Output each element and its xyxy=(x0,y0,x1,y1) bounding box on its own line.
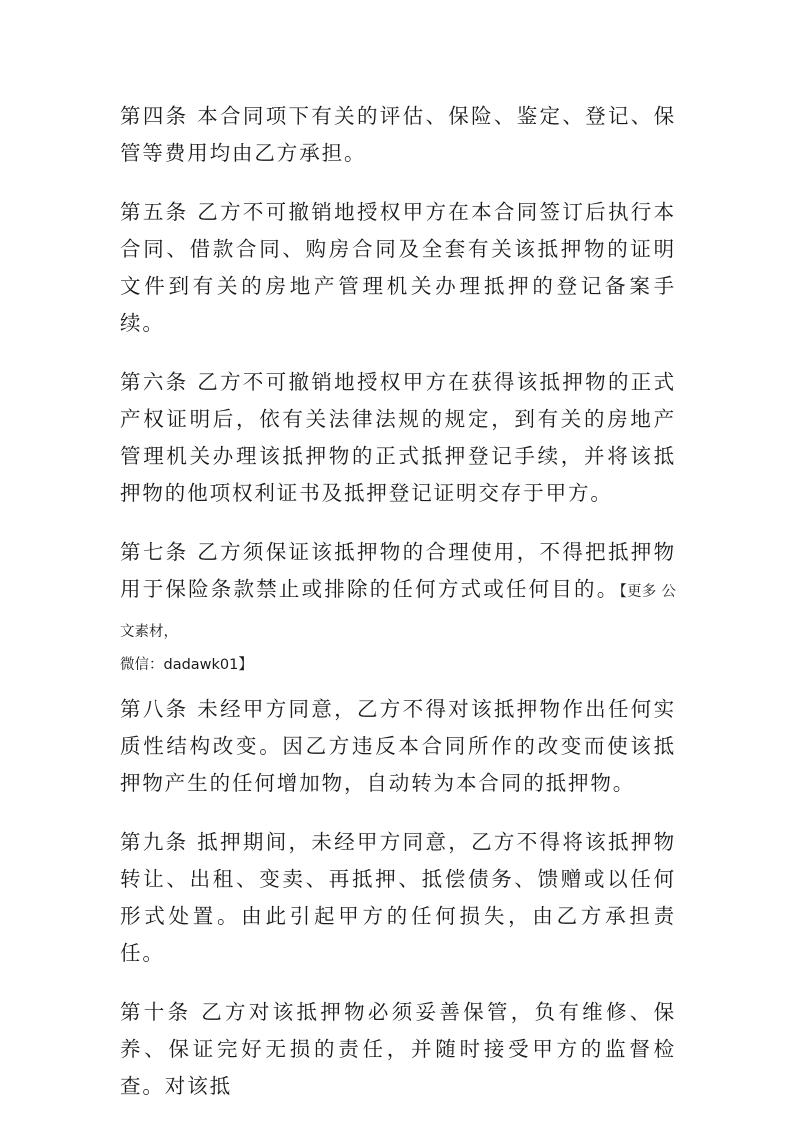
article-6 xyxy=(120,364,676,512)
article-6-text: 第六条 乙方不可撤销地授权甲方在获得该抵押物的正式产权证明后，依有关法律法规的规定，到有关的房地产管理机关办理该抵押物的正式抵押登记手续，并将该抵押物的他项权利证书及抵押登记证明交存于甲方。 xyxy=(120,370,676,505)
article-8 xyxy=(120,691,676,802)
document-body xyxy=(120,98,676,1127)
article-10 xyxy=(120,994,676,1105)
article-5 xyxy=(120,194,676,342)
article-4 xyxy=(120,98,676,172)
article-7-text: 第七条 乙方须保证该抵押物的合理使用，不得把抵押物用于保险条款禁止或排除的任何方式或任何目的。 xyxy=(120,540,676,601)
article-7 xyxy=(120,534,676,677)
article-9-text: 第九条 抵押期间，未经甲方同意，乙方不得将该抵押物转让、出租、变卖、再抵押、抵偿债务、馈赠或以任何形式处置。由此引起甲方的任何损失，由乙方承担责任。 xyxy=(120,830,676,965)
article-4-text: 第四条 本合同项下有关的评估、保险、鉴定、登记、保管等费用均由乙方承担。 xyxy=(120,104,676,165)
article-10-text: 第十条 乙方对该抵押物必须妥善保管，负有维修、保养、保证完好无损的责任，并随时接受甲方的监督检查。对该抵 xyxy=(120,1000,676,1098)
article-7-note-part1: 【更多 公文素材， xyxy=(120,584,677,640)
article-8-text: 第八条 未经甲方同意，乙方不得对该抵押物作出任何实质性结构改变。因乙方违反本合同所作的改变而使该抵押物产生的任何增加物，自动转为本合同的抵押物。 xyxy=(120,697,676,795)
article-9 xyxy=(120,824,676,972)
article-7-note-part2: 微信：dadawk01】 xyxy=(120,657,253,673)
article-5-text: 第五条 乙方不可撤销地授权甲方在本合同签订后执行本合同、借款合同、购房合同及全套有关该抵押物的证明文件到有关的房地产管理机关办理抵押的登记备案手续。 xyxy=(120,200,676,335)
